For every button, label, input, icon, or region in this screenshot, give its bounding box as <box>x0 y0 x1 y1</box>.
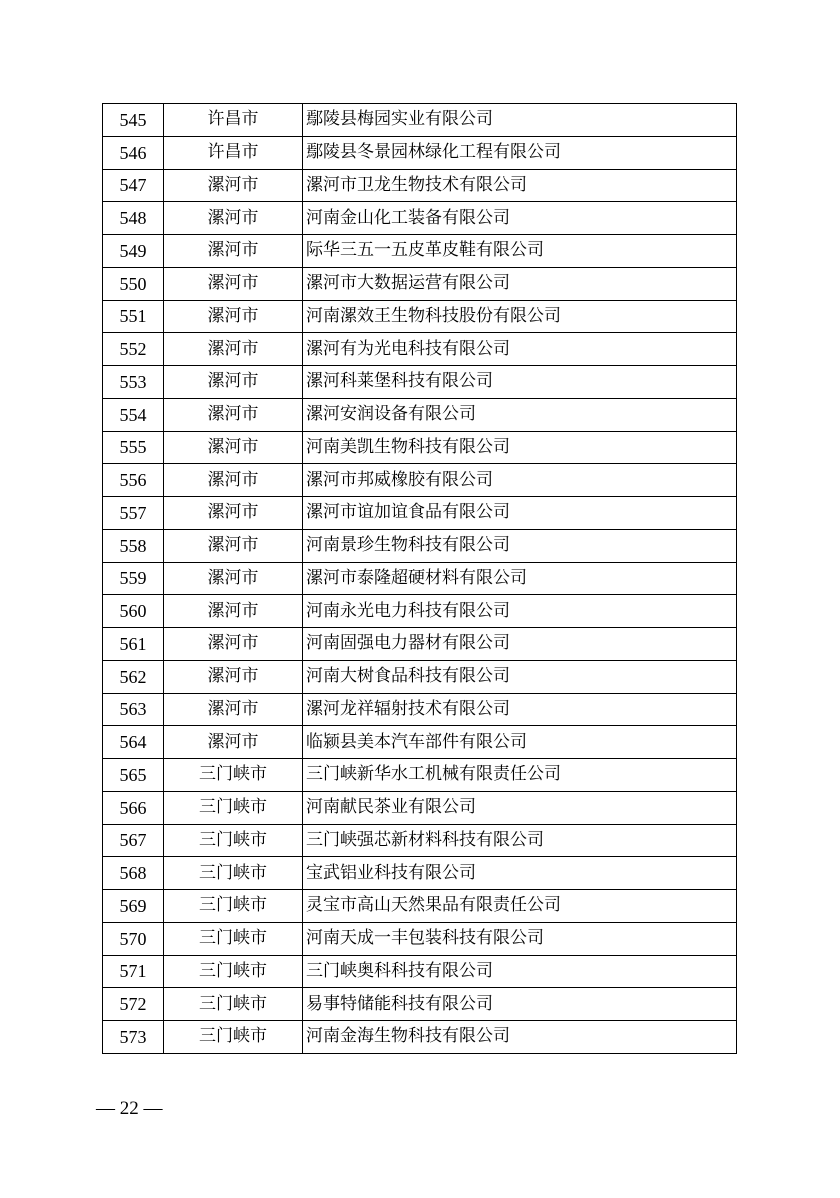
table-row <box>103 759 737 792</box>
row-number: 566 <box>103 791 164 824</box>
city-cell: 漯河市 <box>164 300 303 333</box>
row-number: 563 <box>103 693 164 726</box>
city-cell: 漯河市 <box>164 595 303 628</box>
city-cell: 漯河市 <box>164 529 303 562</box>
table-row <box>103 169 737 202</box>
table-row <box>103 431 737 464</box>
company-name-cell: 漯河市泰隆超硬材料有限公司 <box>303 562 737 595</box>
row-number: 570 <box>103 922 164 955</box>
company-list-table <box>102 103 737 1054</box>
company-name-cell: 河南献民茶业有限公司 <box>303 791 737 824</box>
table-row <box>103 333 737 366</box>
table-row <box>103 922 737 955</box>
row-number: 569 <box>103 890 164 923</box>
row-number: 560 <box>103 595 164 628</box>
table-row <box>103 791 737 824</box>
city-cell: 三门峡市 <box>164 824 303 857</box>
row-number: 561 <box>103 628 164 661</box>
city-cell: 三门峡市 <box>164 955 303 988</box>
company-name-cell: 漯河科莱堡科技有限公司 <box>303 366 737 399</box>
company-name-cell: 河南景珍生物科技有限公司 <box>303 529 737 562</box>
company-name-cell: 河南大树食品科技有限公司 <box>303 660 737 693</box>
row-number: 565 <box>103 759 164 792</box>
table-row <box>103 529 737 562</box>
row-number: 557 <box>103 497 164 530</box>
table-row <box>103 267 737 300</box>
table-row <box>103 693 737 726</box>
city-cell: 漯河市 <box>164 267 303 300</box>
row-number: 545 <box>103 104 164 137</box>
row-number: 558 <box>103 529 164 562</box>
city-cell: 三门峡市 <box>164 759 303 792</box>
table-row <box>103 202 737 235</box>
city-cell: 漯河市 <box>164 235 303 268</box>
table-row <box>103 726 737 759</box>
row-number: 564 <box>103 726 164 759</box>
table-row <box>103 366 737 399</box>
company-name-cell: 漯河有为光电科技有限公司 <box>303 333 737 366</box>
company-name-cell: 漯河市卫龙生物技术有限公司 <box>303 169 737 202</box>
row-number: 573 <box>103 1021 164 1054</box>
table-row <box>103 857 737 890</box>
city-cell: 许昌市 <box>164 136 303 169</box>
company-name-cell: 河南金山化工装备有限公司 <box>303 202 737 235</box>
row-number: 568 <box>103 857 164 890</box>
table-row <box>103 660 737 693</box>
table-row <box>103 824 737 857</box>
page-number: — 22 — <box>96 1098 163 1119</box>
table-row <box>103 497 737 530</box>
city-cell: 三门峡市 <box>164 791 303 824</box>
city-cell: 漯河市 <box>164 366 303 399</box>
row-number: 556 <box>103 464 164 497</box>
company-name-cell: 三门峡新华水工机械有限责任公司 <box>303 759 737 792</box>
row-number: 550 <box>103 267 164 300</box>
city-cell: 许昌市 <box>164 104 303 137</box>
row-number: 547 <box>103 169 164 202</box>
company-name-cell: 漯河龙祥辐射技术有限公司 <box>303 693 737 726</box>
company-name-cell: 河南天成一丰包装科技有限公司 <box>303 922 737 955</box>
row-number: 548 <box>103 202 164 235</box>
company-name-cell: 河南固强电力器材有限公司 <box>303 628 737 661</box>
city-cell: 漯河市 <box>164 497 303 530</box>
company-name-cell: 漯河市谊加谊食品有限公司 <box>303 497 737 530</box>
company-name-cell: 三门峡强芯新材料科技有限公司 <box>303 824 737 857</box>
row-number: 571 <box>103 955 164 988</box>
row-number: 562 <box>103 660 164 693</box>
row-number: 567 <box>103 824 164 857</box>
company-name-cell: 临颍县美本汽车部件有限公司 <box>303 726 737 759</box>
table-row <box>103 628 737 661</box>
table-row <box>103 235 737 268</box>
row-number: 552 <box>103 333 164 366</box>
company-name-cell: 鄢陵县梅园实业有限公司 <box>303 104 737 137</box>
city-cell: 漯河市 <box>164 431 303 464</box>
table-row <box>103 988 737 1021</box>
company-name-cell: 漯河市大数据运营有限公司 <box>303 267 737 300</box>
city-cell: 漯河市 <box>164 464 303 497</box>
table-row <box>103 104 737 137</box>
city-cell: 漯河市 <box>164 169 303 202</box>
city-cell: 漯河市 <box>164 202 303 235</box>
row-number: 572 <box>103 988 164 1021</box>
company-name-cell: 河南永光电力科技有限公司 <box>303 595 737 628</box>
table-row <box>103 300 737 333</box>
company-name-cell: 漯河安润设备有限公司 <box>303 398 737 431</box>
table-row <box>103 955 737 988</box>
table-row <box>103 398 737 431</box>
row-number: 555 <box>103 431 164 464</box>
table-row <box>103 890 737 923</box>
company-name-cell: 际华三五一五皮革皮鞋有限公司 <box>303 235 737 268</box>
table-body <box>103 104 737 1054</box>
row-number: 559 <box>103 562 164 595</box>
company-name-cell: 河南美凯生物科技有限公司 <box>303 431 737 464</box>
city-cell: 三门峡市 <box>164 922 303 955</box>
company-name-cell: 宝武铝业科技有限公司 <box>303 857 737 890</box>
company-name-cell: 灵宝市高山天然果品有限责任公司 <box>303 890 737 923</box>
row-number: 551 <box>103 300 164 333</box>
company-name-cell: 易事特储能科技有限公司 <box>303 988 737 1021</box>
city-cell: 三门峡市 <box>164 1021 303 1054</box>
company-name-cell: 三门峡奥科科技有限公司 <box>303 955 737 988</box>
table-row <box>103 1021 737 1054</box>
city-cell: 漯河市 <box>164 628 303 661</box>
row-number: 549 <box>103 235 164 268</box>
city-cell: 三门峡市 <box>164 890 303 923</box>
company-name-cell: 漯河市邦威橡胶有限公司 <box>303 464 737 497</box>
city-cell: 漯河市 <box>164 693 303 726</box>
city-cell: 三门峡市 <box>164 857 303 890</box>
company-name-cell: 鄢陵县冬景园林绿化工程有限公司 <box>303 136 737 169</box>
city-cell: 三门峡市 <box>164 988 303 1021</box>
company-name-cell: 河南漯效王生物科技股份有限公司 <box>303 300 737 333</box>
table-row <box>103 464 737 497</box>
table-row <box>103 595 737 628</box>
row-number: 546 <box>103 136 164 169</box>
row-number: 554 <box>103 398 164 431</box>
table-row <box>103 136 737 169</box>
city-cell: 漯河市 <box>164 562 303 595</box>
company-name-cell: 河南金海生物科技有限公司 <box>303 1021 737 1054</box>
city-cell: 漯河市 <box>164 726 303 759</box>
row-number: 553 <box>103 366 164 399</box>
city-cell: 漯河市 <box>164 398 303 431</box>
city-cell: 漯河市 <box>164 660 303 693</box>
city-cell: 漯河市 <box>164 333 303 366</box>
table-row <box>103 562 737 595</box>
